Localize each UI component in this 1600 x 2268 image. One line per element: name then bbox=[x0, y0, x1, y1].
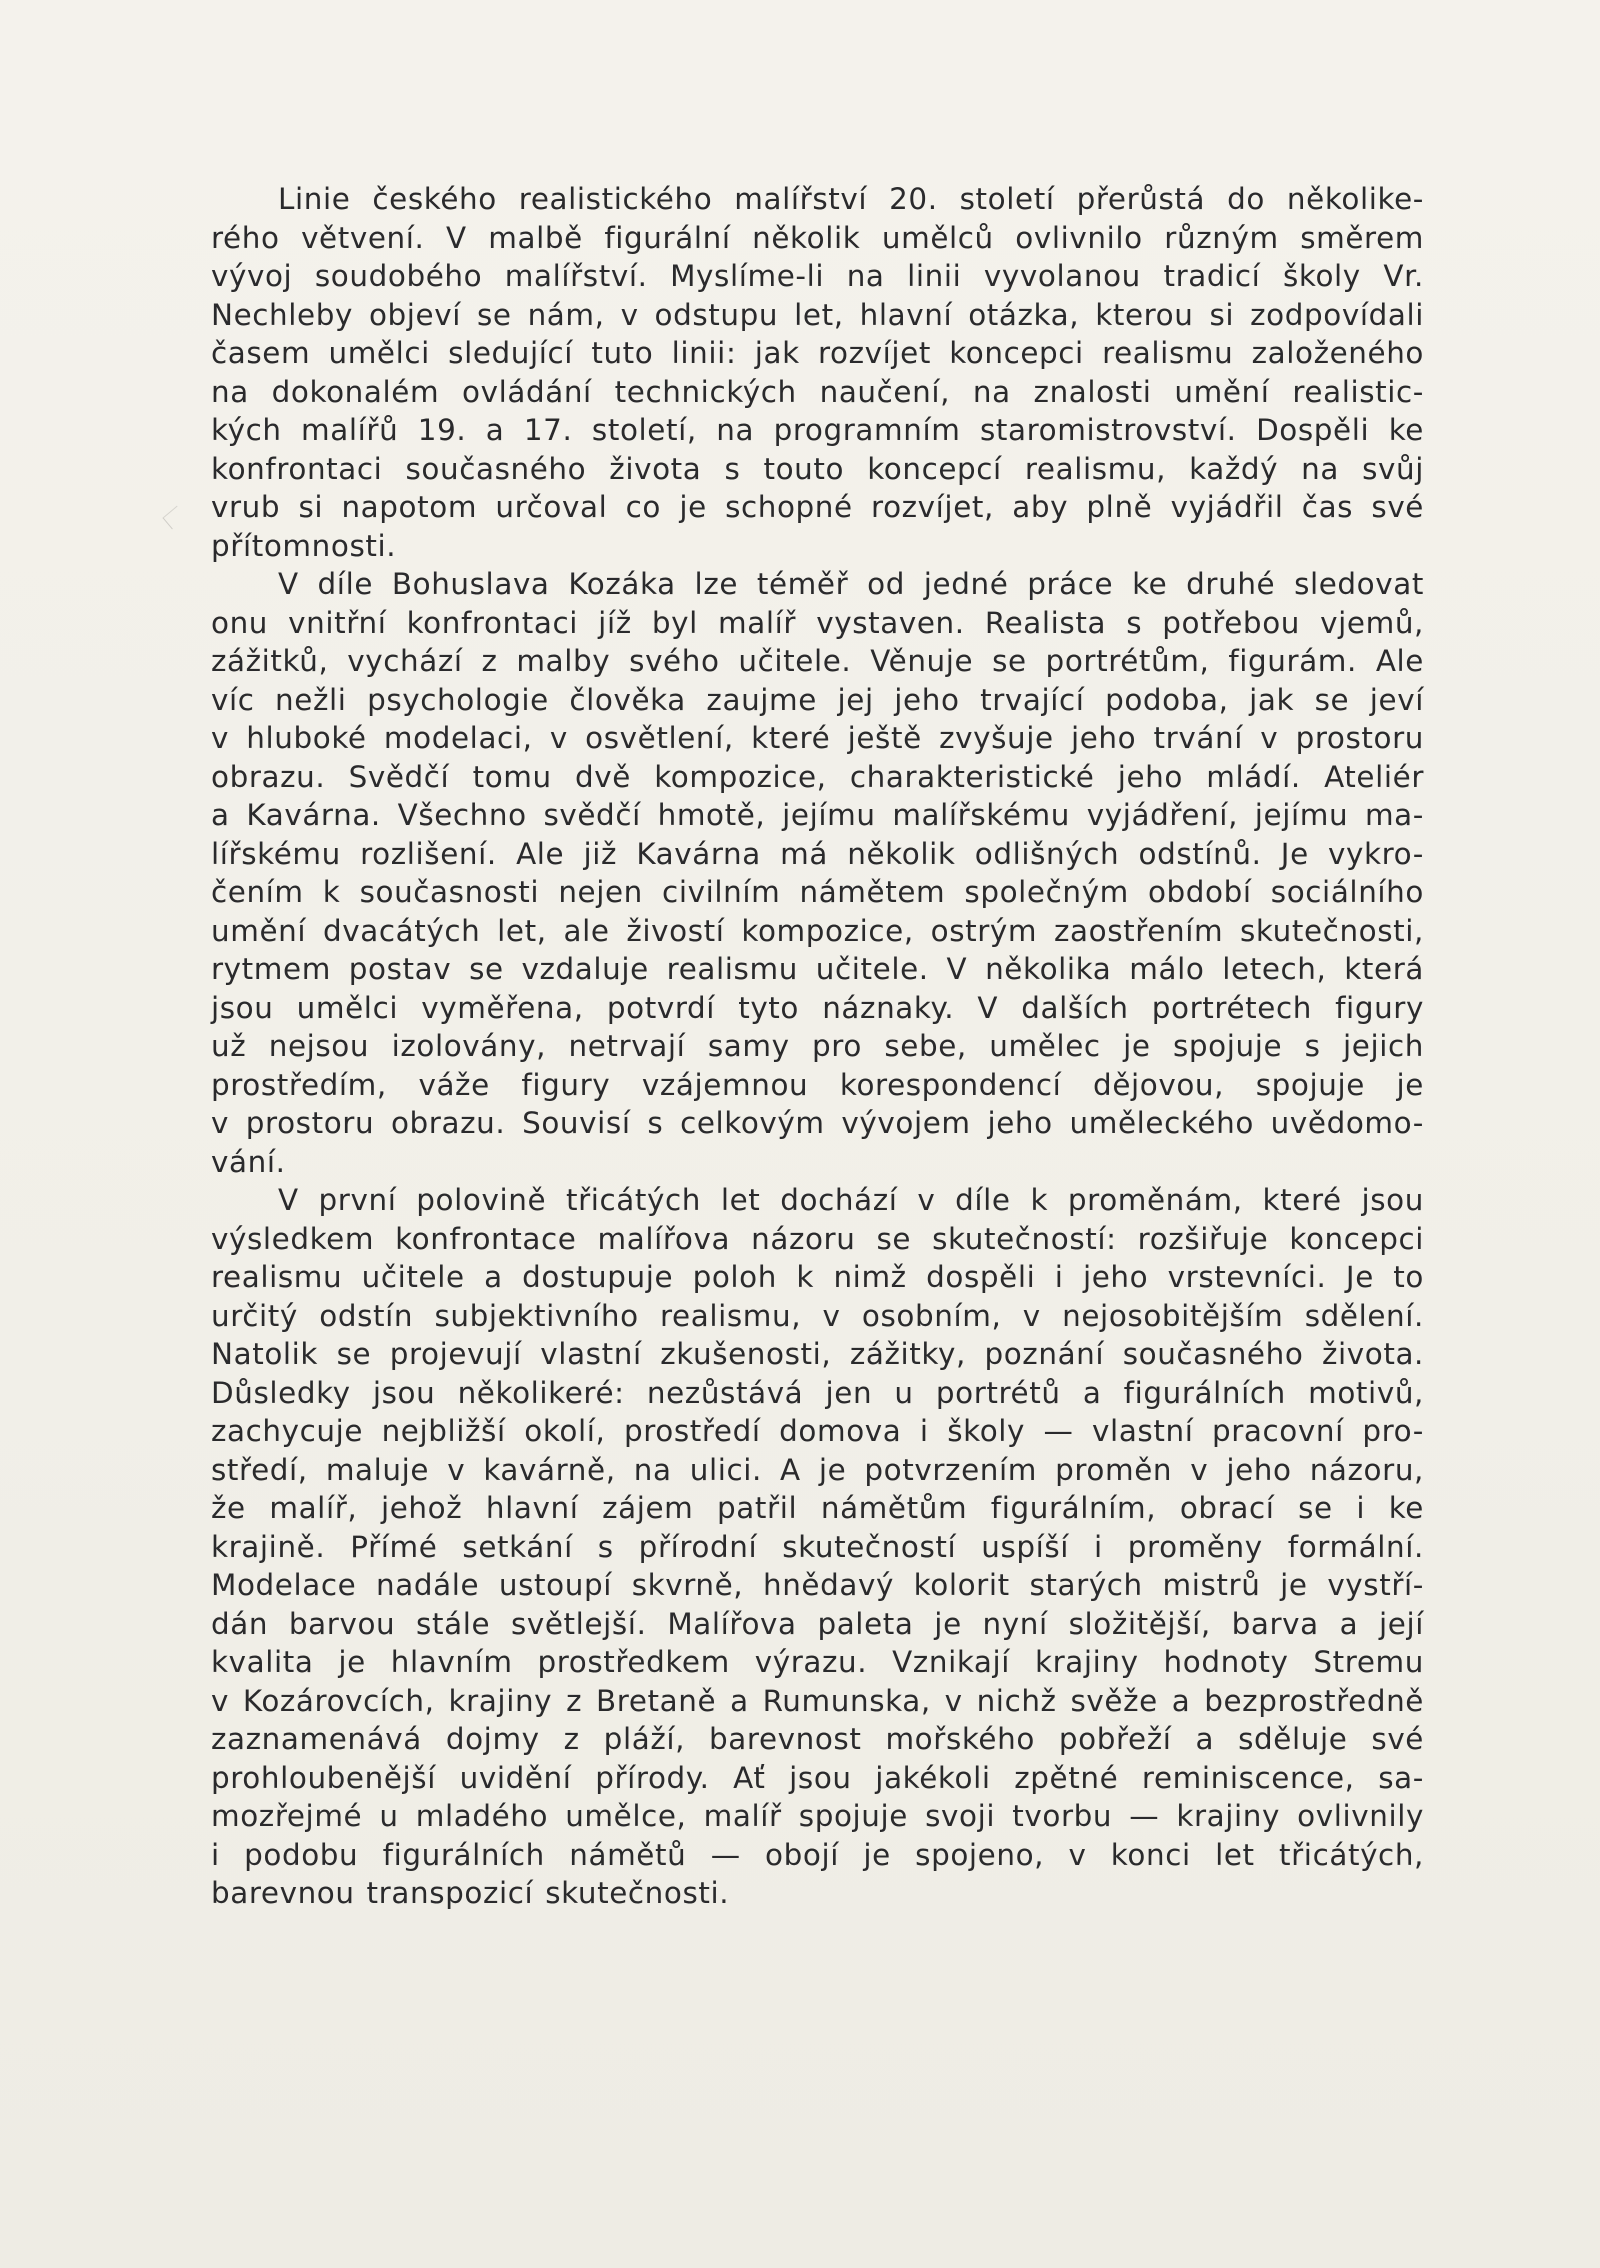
text-line: zaznamenává dojmy z pláží, barevnost mořského pobřeží a sděluje své bbox=[211, 1722, 1424, 1756]
text-line: Důsledky jsou několikeré: nezůstává jen u portrétů a figurálních motivů, bbox=[211, 1375, 1424, 1410]
text-line: časem umělci sledující tuto linii: jak rozvíjet koncepci realismu založeného bbox=[211, 336, 1424, 370]
text-line: určitý odstín subjektivního realismu, v osobním, v nejosobitějším sdělení. bbox=[211, 1298, 1424, 1333]
text-line: kých malířů 19. a 17. století, na programním staromistrovství. Dospěli ke bbox=[211, 413, 1424, 447]
text-line: že malíř, jehož hlavní zájem patřil námětům figurálním, obrací se i ke bbox=[211, 1491, 1424, 1525]
text-line: už nejsou izolovány, netrvají samy pro sebe, umělec je spojuje s jejich bbox=[211, 1029, 1424, 1063]
text-line: prohloubenější uvidění přírody. Ať jsou jakékoli zpětné reminiscence, sa- bbox=[211, 1760, 1424, 1795]
text-line: onu vnitřní konfrontaci jíž byl malíř vystaven. Realista s potřebou vjemů, bbox=[211, 605, 1424, 640]
text-line: v Kozárovcích, krajiny z Bretaně a Rumunska, v nichž svěže a bezprostředně bbox=[211, 1683, 1424, 1718]
text-line: výsledkem konfrontace malířova názoru se skutečností: rozšiřuje koncepci bbox=[211, 1221, 1424, 1256]
text-line: i podobu figurálních námětů — obojí je spojeno, v konci let třicátých, bbox=[211, 1837, 1424, 1872]
text-line: Linie českého realistického malířství 20. století přerůstá do několike- bbox=[278, 182, 1424, 216]
text-line: a Kavárna. Všechno svědčí hmotě, jejímu malířskému vyjádření, jejímu ma- bbox=[211, 798, 1424, 832]
pencil-mark bbox=[162, 506, 186, 530]
text-line: krajině. Přímé setkání s přírodní skutečností uspíší i proměny formální. bbox=[211, 1529, 1424, 1564]
text-line: středí, maluje v kavárně, na ulici. A je potvrzením proměn v jeho názoru, bbox=[211, 1452, 1424, 1487]
text-line: V díle Bohuslava Kozáka lze téměř od jedné práce ke druhé sledovat bbox=[278, 567, 1424, 601]
text-line: zážitků, vychází z malby svého učitele. Věnuje se portrétům, figurám. Ale bbox=[211, 644, 1424, 678]
text-line: vrub si napotom určoval co je schopné rozvíjet, aby plně vyjádřil čas své bbox=[211, 490, 1424, 524]
text-line: rytmem postav se vzdaluje realismu učitele. V několika málo letech, která bbox=[211, 952, 1424, 986]
text-line: konfrontaci současného života s touto koncepcí realismu, každý na svůj bbox=[211, 451, 1424, 486]
text-line: Modelace nadále ustoupí skvrně, hnědavý kolorit starých mistrů je vystří- bbox=[211, 1568, 1424, 1602]
text-line: mozřejmé u mladého umělce, malíř spojuje svoji tvorbu — krajiny ovlivnily bbox=[211, 1799, 1424, 1833]
paragraph-1 bbox=[211, 180, 1424, 565]
text-line: prostředím, váže figury vzájemnou korespondencí dějovou, spojuje je bbox=[211, 1067, 1424, 1102]
body-text bbox=[211, 180, 1424, 1913]
text-line: umění dvacátých let, ale živostí kompozice, ostrým zaostřením skutečnosti, bbox=[211, 913, 1424, 948]
text-line: rého větvení. V malbě figurální několik umělců ovlivnilo různým směrem bbox=[211, 220, 1424, 255]
text-line: lířskému rozlišení. Ale již Kavárna má několik odlišných odstínů. Je vykro- bbox=[211, 836, 1424, 871]
text-line: Nechleby objeví se nám, v odstupu let, hlavní otázka, kterou si zodpovídali bbox=[211, 297, 1424, 332]
text-line: dán barvou stále světlejší. Malířova paleta je nyní složitější, barva a její bbox=[211, 1606, 1424, 1641]
paragraph-3 bbox=[211, 1181, 1424, 1913]
text-line: v prostoru obrazu. Souvisí s celkovým vývojem jeho uměleckého uvědomo- bbox=[211, 1106, 1424, 1140]
text-line: zachycuje nejbližší okolí, prostředí domova i školy — vlastní pracovní pro- bbox=[211, 1414, 1424, 1448]
paragraph-2 bbox=[211, 565, 1424, 1181]
text-line: barevnou transpozicí skutečnosti. bbox=[211, 1876, 730, 1910]
text-line: realismu učitele a dostupuje poloh k nimž dospěli i jeho vrstevníci. Je to bbox=[211, 1260, 1424, 1294]
text-line: obrazu. Svědčí tomu dvě kompozice, charakteristické jeho mládí. Ateliér bbox=[211, 759, 1424, 794]
text-line: kvalita je hlavním prostředkem výrazu. Vznikají krajiny hodnoty Stremu bbox=[211, 1645, 1424, 1679]
text-line: na dokonalém ovládání technických naučení, na znalosti umění realistic- bbox=[211, 374, 1424, 409]
text-line: v hluboké modelaci, v osvětlení, které ještě zvyšuje jeho trvání v prostoru bbox=[211, 721, 1424, 755]
text-line: Natolik se projevují vlastní zkušenosti, zážitky, poznání současného života. bbox=[211, 1337, 1424, 1371]
text-line: jsou umělci vyměřena, potvrdí tyto náznaky. V dalších portrétech figury bbox=[211, 990, 1424, 1025]
text-line: vání. bbox=[211, 1144, 286, 1179]
text-line: přítomnosti. bbox=[211, 528, 397, 563]
text-line: vývoj soudobého malířství. Myslíme-li na linii vyvolanou tradicí školy Vr. bbox=[211, 259, 1424, 293]
text-line: V první polovině třicátých let dochází v díle k proměnám, které jsou bbox=[278, 1183, 1424, 1217]
text-line: víc nežli psychologie člověka zaujme jej jeho trvající podoba, jak se jeví bbox=[211, 682, 1424, 717]
text-line: čením k současnosti nejen civilním námětem společným období sociálního bbox=[211, 875, 1424, 909]
